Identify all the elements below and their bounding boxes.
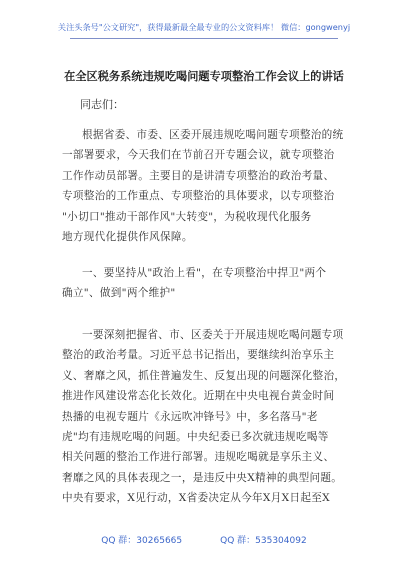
paragraph-line: 工作作动员部署。主要目的是讲清专项整治的政治考量、	[62, 169, 335, 182]
paragraph-line: 根据省委、市委、区委开展违规吃喝问题专项整治的统	[82, 129, 344, 141]
paragraph-line: 义、奢靡之风，抓住普遍发生、反复出现的问题深化整治，	[62, 369, 346, 382]
paragraph-line: 推进作风建设常态化长效化。近期在中央电视台黄金时间	[62, 390, 335, 403]
paragraph-line: 一、要坚持从"政治上看"，在专项整治中捍卫"两个	[82, 267, 327, 279]
header-banner: 关注头条号"公文研究"，获得最新最全最专业的公文资料库！ 微信：gongwenyj	[57, 22, 351, 32]
section-heading-1	[62, 263, 350, 304]
paragraph-line: 整治的政治考量。习近平总书记指出，要继续纠治享乐主	[62, 349, 335, 362]
paragraph-line: 专项整治的工作重点、专项整治的具体要求，以专项整治	[62, 190, 335, 203]
footer-qq-group-2: QQ 群：535304092	[220, 536, 307, 546]
paragraph-line: 一部署要求，今天我们在节前召开专题会议，就专项整治	[62, 149, 335, 162]
footer-qq-group-1: QQ 群：30265665	[101, 536, 183, 546]
paragraph-line: 热播的电视专题片《永远吹冲锋号》中，多名落马"老	[62, 410, 318, 423]
header-divider	[70, 38, 338, 39]
paragraph-line: 地方现代化提供作风保障。	[62, 231, 193, 244]
paragraph-intro	[62, 125, 350, 247]
paragraph-line: 奢靡之风的具体表现之一，是违反中央X精神的典型问题。	[62, 471, 343, 484]
document-title: 在全区税务系统违规吃喝问题专项整治工作会议上的讲话	[64, 69, 344, 83]
footer	[0, 533, 408, 546]
paragraph-line: 虎"均有违规吃喝的问题。中央纪委已多次就违规吃喝等	[62, 431, 329, 444]
salutation: 同志们：	[80, 98, 124, 111]
paragraph-body	[62, 325, 350, 509]
paragraph-line: 相关问题的整治工作进行部署。违规吃喝就是享乐主义、	[62, 451, 335, 464]
paragraph-line: 中央有要求，X见行动，X省委决定从今年X月X日起至X	[62, 492, 330, 505]
paragraph-line: 一要深刻把握省、市、区委关于开展违规吃喝问题专项	[82, 329, 344, 341]
paragraph-line: "小切口"推动干部作风"大转变"，为税收现代化服务	[62, 210, 312, 223]
paragraph-line: 确立"、做到"两个维护"	[62, 287, 176, 300]
